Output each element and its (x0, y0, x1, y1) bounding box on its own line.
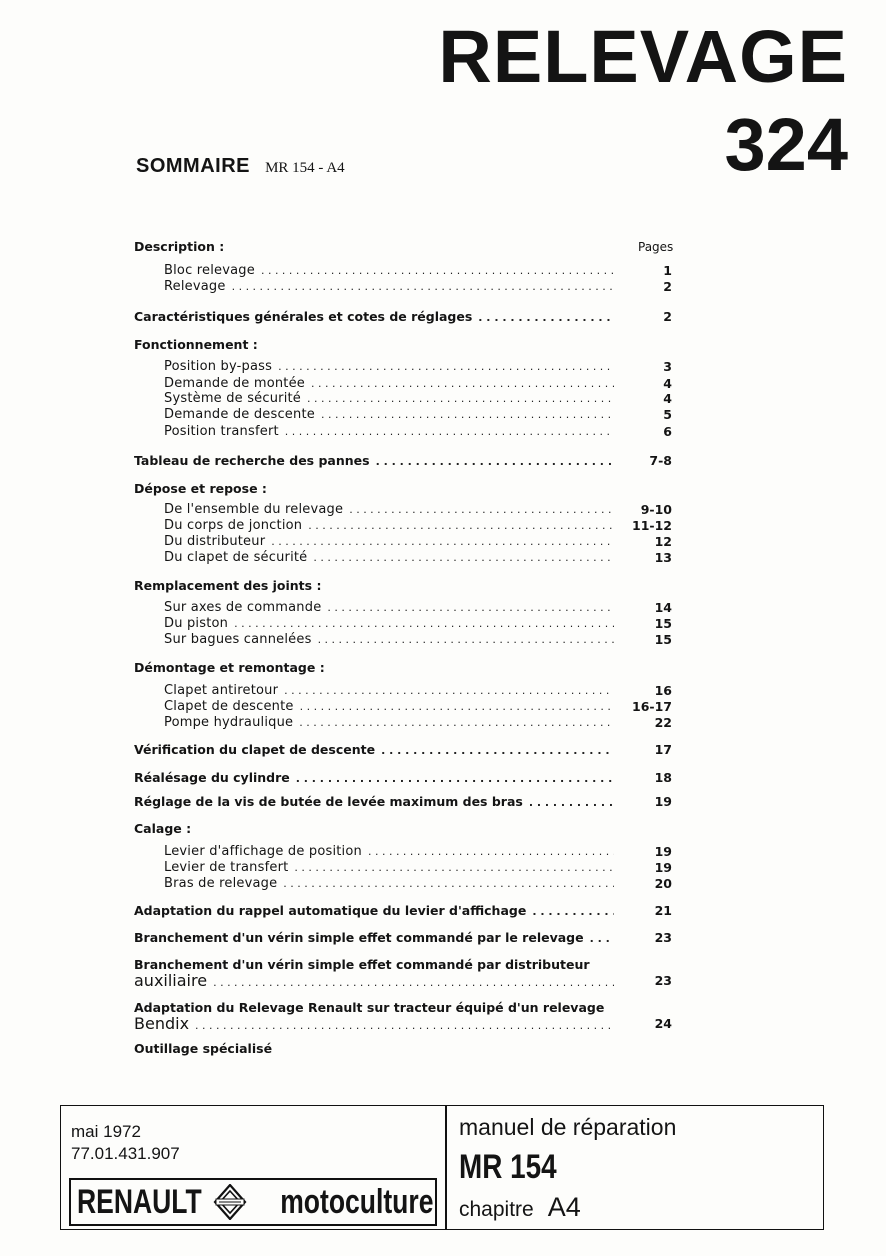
toc-page-number: 17 (654, 742, 672, 757)
toc-entry-title: Demande de descente (164, 407, 315, 422)
toc-page-number: 23 (654, 930, 672, 945)
toc-page-number: 19 (654, 794, 672, 809)
toc-page-number: 24 (654, 1016, 672, 1031)
dot-leader (318, 631, 614, 649)
toc-page-number: 6 (663, 424, 672, 439)
section-number: 324 (724, 103, 848, 186)
toc-subentry (164, 358, 614, 376)
toc-entry-title: Tableau de recherche des pannes (134, 453, 370, 468)
toc-entry-title: Remplacement des joints : (134, 578, 322, 593)
dot-leader (321, 406, 614, 424)
toc-entry-title: Calage : (134, 821, 192, 836)
toc-page-number: 5 (663, 407, 672, 422)
toc-entry (134, 902, 614, 920)
toc-page-number: 9-10 (640, 502, 672, 517)
toc-entry-title: Branchement d'un vérin simple effet commandé par le relevage (134, 930, 584, 945)
toc-page-number: 20 (654, 876, 672, 891)
toc-page-number: 1 (663, 263, 672, 278)
toc-subentry (164, 278, 614, 296)
publication-date: mai 1972 (71, 1122, 141, 1141)
sommaire-heading (136, 155, 345, 178)
dot-leader (232, 278, 614, 296)
toc-entry (134, 972, 614, 990)
toc-entry (134, 769, 614, 787)
toc-entry-title: Pompe hydraulique (164, 715, 294, 730)
pages-column-header: Pages (638, 240, 674, 254)
toc-entry-title: Outillage spécialisé (134, 1041, 273, 1056)
toc-page-number: 19 (654, 844, 672, 859)
toc-entry (134, 741, 614, 759)
toc-page-number: 14 (654, 600, 672, 615)
dot-leader (313, 549, 614, 567)
toc-page-number: 16-17 (632, 699, 672, 714)
toc-entry-title: Du distributeur (164, 534, 266, 549)
chapter (459, 1192, 581, 1223)
toc-entry-title: Vérification du clapet de descente (134, 742, 376, 757)
toc-entry-title: Relevage (164, 279, 226, 294)
toc-entry-title: Du clapet de sécurité (164, 550, 308, 565)
toc-entry-title: Position by-pass (164, 359, 273, 374)
toc-entry-title: Demande de montée (164, 376, 305, 391)
toc-entry-title: Levier de transfert (164, 860, 289, 875)
dot-leader (381, 742, 614, 759)
dot-leader (376, 453, 614, 470)
toc-subentry (164, 423, 614, 441)
toc-subentry (164, 406, 614, 424)
toc-entry (134, 1040, 614, 1058)
renault-motoculture-logo (69, 1178, 437, 1226)
toc-page-number: 4 (663, 376, 672, 391)
dot-leader (283, 875, 614, 893)
toc-page-number: 4 (663, 391, 672, 406)
toc-entry-title: Dépose et repose : (134, 481, 267, 496)
toc-entry (134, 577, 614, 595)
toc-entry-title: Système de sécurité (164, 391, 301, 406)
toc-entry (134, 480, 614, 498)
chapter-label: chapitre (459, 1198, 534, 1221)
toc-page-number: 2 (663, 309, 672, 324)
toc-entry-title: Caractéristiques générales et cotes de réglages (134, 309, 473, 324)
toc-entry (134, 659, 614, 677)
toc-entry-title: Du corps de jonction (164, 518, 303, 533)
toc-subentry (164, 549, 614, 567)
toc-entry (134, 820, 614, 838)
toc-page-number: 23 (654, 973, 672, 988)
toc-entry-title: Clapet de descente (164, 699, 294, 714)
footer-box (60, 1105, 824, 1230)
toc-page-number: 12 (654, 534, 672, 549)
toc-entry-title: Branchement d'un vérin simple effet commandé par distributeur (134, 957, 590, 972)
toc-entry-title: Position transfert (164, 424, 279, 439)
brand-motoculture: motoculture (280, 1183, 434, 1221)
dot-leader (285, 423, 614, 441)
manual-code: MR 154 (459, 1148, 557, 1186)
dot-leader (590, 930, 614, 947)
dot-leader (296, 770, 614, 787)
toc-entry-title: Du piston (164, 616, 229, 631)
toc-entry (134, 793, 614, 811)
toc-entry-title: Bendix (134, 1015, 190, 1033)
toc-page-number: 2 (663, 279, 672, 294)
toc-entry-title: Réalésage du cylindre (134, 770, 290, 785)
toc-page-number: 3 (663, 359, 672, 374)
toc-entry-title: Bras de relevage (164, 876, 278, 891)
toc-entry (134, 1015, 614, 1033)
toc-page-number: 21 (654, 903, 672, 918)
chapter-value: A4 (547, 1192, 581, 1222)
toc-page-number: 22 (654, 715, 672, 730)
dot-leader (529, 794, 614, 811)
manual-label: manuel de réparation (459, 1114, 677, 1140)
toc-entry-title: De l'ensemble du relevage (164, 502, 344, 517)
toc-page-number: 15 (654, 632, 672, 647)
toc-page-number: 7-8 (649, 453, 672, 468)
toc-page-number: 18 (654, 770, 672, 785)
sommaire-label: SOMMAIRE (136, 155, 250, 177)
toc-entry-title: Démontage et remontage : (134, 660, 325, 675)
toc-entry-title: auxiliaire (134, 972, 208, 990)
footer-divider (445, 1106, 447, 1229)
dot-leader (299, 714, 614, 732)
toc-entry-title: Adaptation du rappel automatique du levier d'affichage (134, 903, 527, 918)
page-title: RELEVAGE (438, 15, 848, 98)
toc-entry-title: Réglage de la vis de butée de levée maximum des bras (134, 794, 523, 809)
dot-leader (278, 358, 614, 376)
sommaire-reference: MR 154 - A4 (265, 160, 345, 176)
toc-subentry (164, 714, 614, 732)
toc-subentry (164, 875, 614, 893)
toc-entry (134, 452, 614, 470)
document-reference: 77.01.431.907 (71, 1144, 180, 1163)
toc-entry-title: Adaptation du Relevage Renault sur tracteur équipé d'un relevage (134, 1000, 605, 1015)
toc-entry (134, 929, 614, 947)
dot-leader (213, 974, 614, 990)
toc-entry (134, 238, 614, 256)
dot-leader (532, 903, 614, 920)
dot-leader (195, 1017, 614, 1033)
dot-leader (478, 309, 614, 326)
toc-entry-title: Sur bagues cannelées (164, 632, 312, 647)
toc-entry-title: Description : (134, 239, 225, 254)
toc-page-number: 15 (654, 616, 672, 631)
toc-entry (134, 336, 614, 354)
toc-page-number: 13 (654, 550, 672, 565)
toc-subentry (164, 631, 614, 649)
toc-page-number: 16 (654, 683, 672, 698)
toc-entry-title: Clapet antiretour (164, 683, 279, 698)
toc-page-number: 19 (654, 860, 672, 875)
brand-renault: RENAULT (77, 1183, 202, 1221)
toc-entry-title: Bloc relevage (164, 263, 255, 278)
toc-entry-title: Fonctionnement : (134, 337, 258, 352)
toc-entry (134, 308, 614, 326)
toc-entry-title: Levier d'affichage de position (164, 844, 362, 859)
toc-page-number: 11-12 (632, 518, 672, 533)
toc-entry-title: Sur axes de commande (164, 600, 322, 615)
renault-diamond-icon (213, 1184, 247, 1220)
